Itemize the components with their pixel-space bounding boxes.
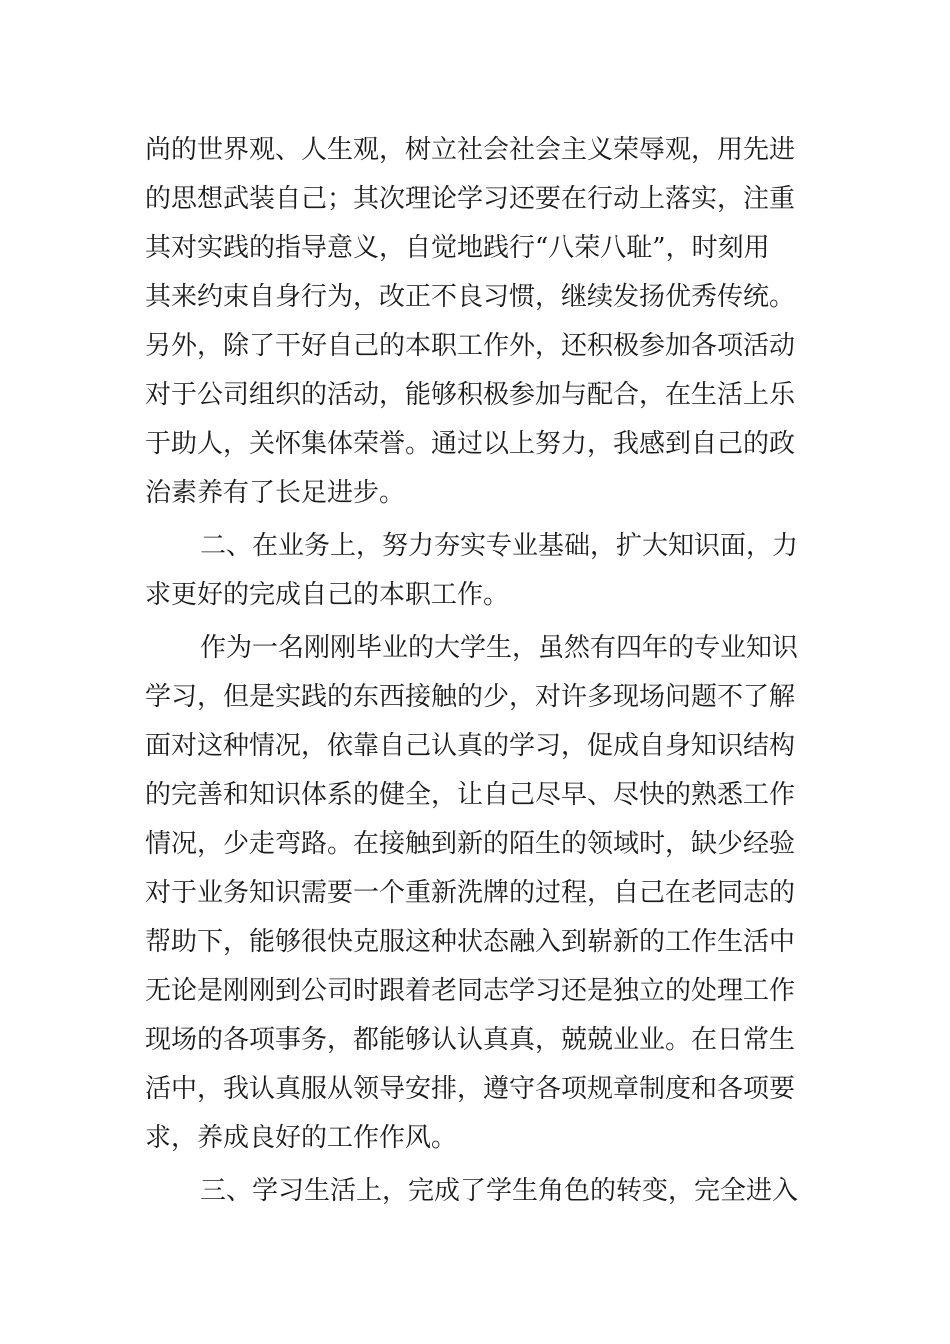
document-body <box>145 126 810 1216</box>
text-line: 求，养成良好的工作作风。 <box>145 1123 458 1153</box>
text-line: 其对实践的指导意义，自觉地践行“八荣八耻”，时刻用 <box>145 233 770 263</box>
text-line: 对于公司组织的活动，能够积极参加与配合，在生活上乐 <box>145 380 796 410</box>
text-line: 尚的世界观、人生观，树立社会社会主义荣辱观，用先进 <box>145 135 796 165</box>
text-line: 面对这种情况，依靠自己认真的学习，促成自身知识结构 <box>145 731 796 761</box>
text-line: 另外，除了干好自己的本职工作外，还积极参加各项活动 <box>145 331 796 361</box>
section-heading-two: 二、在业务上，努力夯实专业基础，扩大知识面，力 <box>200 531 799 561</box>
text-line: 对于业务知识需要一个重新洗牌的过程，自己在老同志的 <box>145 878 796 908</box>
text-line: 现场的各项事务，都能够认认真真，兢兢业业。在日常生 <box>145 1025 796 1055</box>
text-line: 于助人，关怀集体荣誉。通过以上努力，我感到自己的政 <box>145 429 796 459</box>
text-line: 求更好的完成自己的本职工作。 <box>145 580 510 610</box>
text-line: 帮助下，能够很快克服这种状态融入到崭新的工作生活中 <box>145 927 796 957</box>
text-line: 学习，但是实践的东西接触的少，对许多现场问题不了解 <box>145 682 796 712</box>
text-line: 情况，少走弯路。在接触到新的陌生的领域时，缺少经验 <box>145 829 796 859</box>
text-line: 的完善和知识体系的健全，让自己尽早、尽快的熟悉工作 <box>145 780 796 810</box>
text-line: 活中，我认真服从领导安排，遵守各项规章制度和各项要 <box>145 1074 796 1104</box>
paragraph-first-line: 作为一名刚刚毕业的大学生，虽然有四年的专业知识 <box>200 633 799 663</box>
text-line: 的思想武装自己；其次理论学习还要在行动上落实，注重 <box>145 184 796 214</box>
text-line: 其来约束自身行为，改正不良习惯，继续发扬优秀传统。 <box>145 282 796 312</box>
text-line: 无论是刚刚到公司时跟着老同志学习还是独立的处理工作 <box>145 976 796 1006</box>
section-heading-three: 三、学习生活上，完成了学生角色的转变，完全进入 <box>200 1176 799 1206</box>
text-line: 治素养有了长足进步。 <box>145 478 406 508</box>
